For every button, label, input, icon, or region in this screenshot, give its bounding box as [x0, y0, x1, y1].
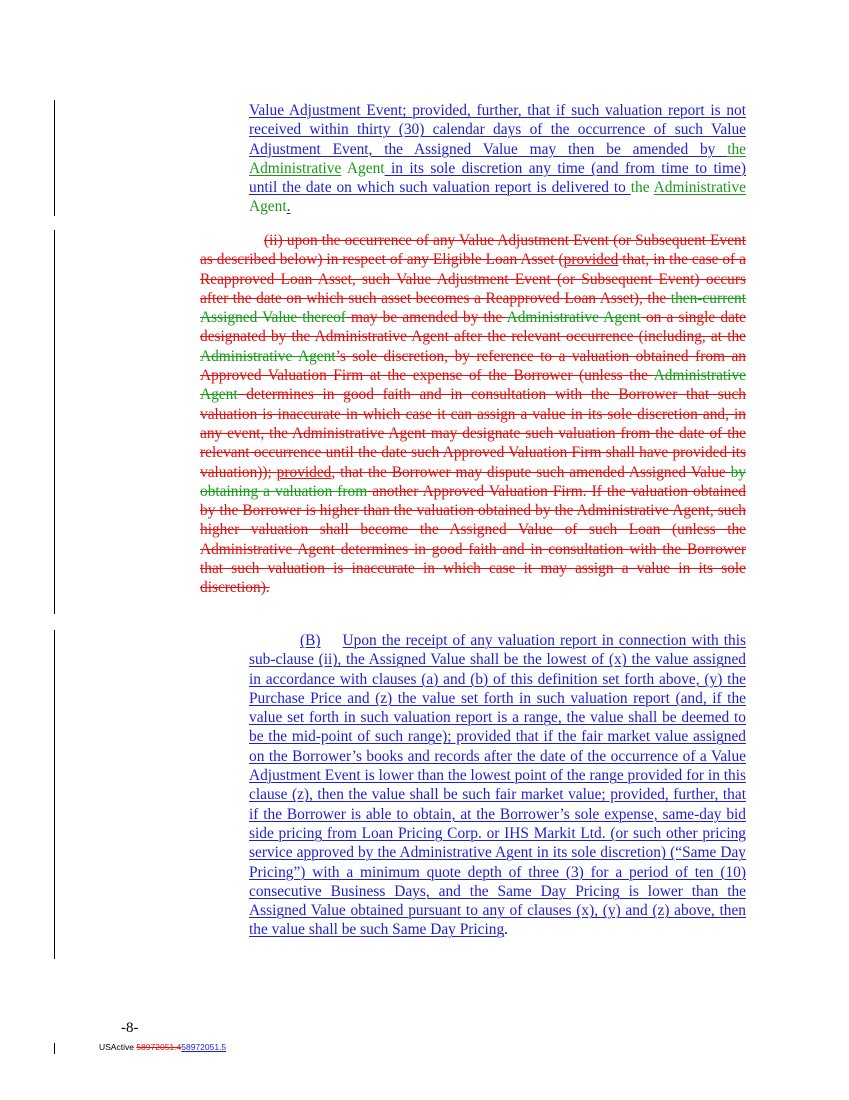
deleted-paragraph — [200, 231, 746, 598]
old-document-id: 58972051.4 — [136, 1042, 182, 1052]
deleted-text: on a single date designated by the Administrative Agent after the relevant occurrence (including, at the — [200, 309, 747, 346]
moved-text: Administrative — [653, 179, 746, 197]
document-id — [99, 1042, 226, 1052]
moved-text: the — [630, 179, 650, 197]
inserted-text: Upon the receipt of any valuation report in connection with this sub-clause (ii), the Assigned Value shall be the lowest of (x) the value assigned in accordance with clauses (a) and (b) of this definition set forth above, (y) the Purchase Price and (z) the value set forth in such valuation report (and, if the value set forth in such valuation report is a range, the value shall be deemed to be the mid-point of such range); provided that if the fair market value assigned on the Borrower’s books and records after the date of the occurrence of a Value Adjustment Event is lower than the lowest point of the range provided for in this clause (z), then the value shall be such fair market value; provided, further, that if the Borrower is able to obtain, at the Borrower’s sole expense, same-day bid side pricing from Loan Pricing Corp. or IHS Markit Ltd. (or such other pricing service approved by the Administrative Agent in its sole discretion) (“Same Day Pricing”) with a minimum quote depth of three (3) for a period of ten (10) consecutive Business Days, and the Same Day Pricing is lower than the Assigned Value obtained pursuant to any of clauses (x), (y) and (z) above, then the value shall be such Same Day Pricing — [249, 632, 746, 939]
deleted-moved-text: then-current Assigned Value thereof — [200, 289, 746, 327]
deleted-text: determines in good faith and in consultation with the Borrower that such valuation is inaccurate in which case it can assign a value in its sole discretion and, in any event, the Administrative Agent may designate such valuation from the date of the relevant occurrence until the date such Approved Valuation Firm shall have provided its valuation)); — [200, 386, 746, 481]
change-bar — [54, 100, 55, 216]
paragraph-continuation — [249, 101, 746, 217]
deleted-text: (ii) — [264, 232, 283, 249]
deleted-text: upon the occurrence of any Value Adjustment Event (or Subsequent Event as described below) in respect of any Eligible Loan Asset ( — [200, 232, 746, 269]
moved-text: Agent — [249, 198, 287, 216]
inserted-text: in its sole discretion any time (and from time to time) until the date on which such valuation report is delivered to — [249, 159, 746, 197]
deleted-moved-text: Administrative Agent — [200, 347, 336, 365]
document-id-prefix: USActive — [99, 1042, 137, 1052]
deleted-moved-text: Administrative Agent — [200, 367, 746, 404]
deleted-text: ’s sole discretion, by reference to a valuation obtained from an Approved Valuation Firm at the expense of the Borrower (unless the — [200, 347, 746, 385]
inserted-text: . — [286, 198, 291, 216]
sentence-end: . — [504, 921, 509, 939]
deleted-text: provided — [276, 463, 332, 481]
moved-text: Agent — [341, 159, 385, 177]
moved-text: Administrative — [249, 159, 342, 177]
change-bar — [54, 630, 55, 959]
deleted-text: another Approved Valuation Firm. If the valuation obtained by the Borrower is higher than the valuation obtained by the Administrative Agent, such higher valuation shall become the Assigned Value of such Loan (unless the Administrative Agent determines in good faith and in consultation with the Borrower that such valuation is inaccurate in which case it may assign a value in its sole discretion). — [200, 482, 747, 597]
deleted-moved-text: Administrative Agent — [506, 309, 641, 327]
deleted-text: provided — [563, 251, 619, 269]
change-bar — [54, 1043, 55, 1054]
inserted-text: Value Adjustment Event; provided, further, that if such valuation report is not received within thirty (30) calendar days of the occurrence of such Value Adjustment Event, the Assigned Value may then be amended by — [249, 102, 746, 158]
new-document-id: 58972051.5 — [181, 1042, 227, 1052]
page-number: -8- — [121, 1020, 139, 1036]
deleted-text: may be amended by the — [345, 309, 507, 327]
deleted-text: , that the Borrower may dispute such amended Assigned Value — [331, 463, 731, 481]
deleted-moved-text: by obtaining a valuation from — [200, 463, 746, 500]
moved-text: the — [727, 140, 746, 158]
inserted-paragraph — [249, 631, 746, 940]
clause-label: (B) — [300, 632, 321, 649]
deleted-text: that, in the case of a Reapproved Loan Asset, such Value Adjustment Event (or Subsequent Event) occurs after the date on which such asset becomes a Reapproved Loan Asset), the — [200, 251, 746, 307]
change-bar — [54, 230, 55, 614]
